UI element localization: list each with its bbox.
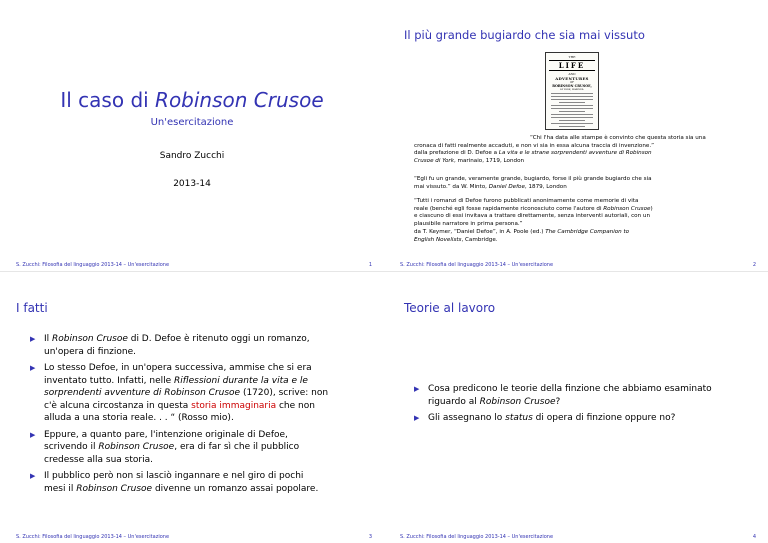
text: Eppure, a quanto pare, l'intenzione originale di Defoe, <box>44 429 288 440</box>
italic-text: Robinson Crusoe <box>98 442 175 452</box>
bullet-icon: ▶ <box>414 385 420 393</box>
title-prefix: Il caso di <box>60 88 156 112</box>
bullet-list <box>30 333 360 499</box>
italic-text: Robinson Crusoe <box>76 483 153 494</box>
cover-line: AND <box>568 72 576 76</box>
quote-line <box>414 158 744 166</box>
cover-line: OF <box>570 81 574 84</box>
quote-text: mai vissuto.” da W. Minto, <box>414 183 489 190</box>
slide-title: Il più grande bugiardo che sia mai vissuto <box>404 28 645 42</box>
quote-line <box>414 229 744 237</box>
quote-line <box>414 150 744 158</box>
quote-text: reale (benché egli fosse rapidamente riconosciuto come l'autore di <box>414 205 604 212</box>
text: un'opera di finzione. <box>44 346 136 357</box>
footer-text: S. Zucchi: Filosofia del linguaggio 2013-14 – Un'esercitazione <box>400 262 554 268</box>
slide-1 <box>0 0 384 271</box>
list-item <box>30 429 360 467</box>
bullet-icon: ▶ <box>30 430 36 439</box>
footer-text: S. Zucchi: Filosofia del linguaggio 2013-14 – Un'esercitazione <box>16 262 170 268</box>
quote-minto <box>414 176 744 191</box>
text: c'è alcuna circostanza in questa <box>44 400 192 411</box>
slide-3 <box>0 272 384 543</box>
text: alluda a una storia reale. . . “ (Rosso mio). <box>44 413 234 423</box>
slide-footer <box>16 534 372 540</box>
quote-text: , 1879, London <box>524 183 567 190</box>
bullet-list <box>414 383 749 429</box>
page-number: 2 <box>752 262 756 268</box>
text: riguardo al <box>428 396 480 407</box>
quote-line: “Tutti i romanzi di Defoe furono pubblicati anonimamente come memorie di vita <box>414 198 639 204</box>
slide-title: I fatti <box>16 301 48 315</box>
text: inventato tutto. Infatti, nelle <box>44 375 175 386</box>
list-item <box>30 333 360 358</box>
text: Il pubblico però non si lasciò ingannare e nel giro di pochi <box>44 471 304 481</box>
list-item <box>414 383 749 408</box>
text: , era di far sì che il pubblico <box>174 442 300 452</box>
slide-title: Teorie al lavoro <box>404 301 496 315</box>
title-italic: Robinson Crusoe <box>155 88 324 112</box>
cover-line: ROBINSON CRUSOE, <box>552 84 592 88</box>
text: che non <box>276 400 315 411</box>
date: 2013-14 <box>173 179 211 189</box>
quote-line: cronaca di fatti realmente accaduti, e non vi sia in essa alcuna traccia di invenzione.” <box>414 142 655 149</box>
cover-line: ADVENTURES <box>555 76 589 81</box>
quote-text: ) <box>650 205 653 212</box>
quote-text: da T. Keymer, “Daniel Defoe”, in A. Poole (ed.) <box>414 228 546 235</box>
slide-2 <box>384 0 768 271</box>
cover-text-lines <box>549 93 595 127</box>
text: divenne un romanzo assai popolare. <box>152 483 319 494</box>
text: credesse alla sua storia. <box>44 454 153 465</box>
quote-italic: The Cambridge Companion to <box>545 228 630 235</box>
slide-footer <box>16 262 372 268</box>
slide-footer <box>400 534 756 540</box>
text: mesi il <box>44 483 77 494</box>
bullet-icon: ▶ <box>414 414 420 422</box>
text: Gli assegnano lo <box>428 413 506 423</box>
quote-text: , marinaio, 1719, London <box>453 158 525 165</box>
footer-text: S. Zucchi: Filosofia del linguaggio 2013-14 – Un'esercitazione <box>400 534 554 540</box>
text: ? <box>555 396 561 407</box>
quote-keymer <box>414 198 744 244</box>
bullet-icon: ▶ <box>30 335 36 343</box>
quote-defoe <box>414 135 744 166</box>
presentation-subtitle: Un'esercitazione <box>150 117 234 128</box>
presentation-title <box>0 88 384 112</box>
cover-line: THE <box>568 55 576 59</box>
text: Cosa predicono le teorie della finzione che abbiamo esaminato <box>428 384 712 394</box>
bullet-icon: ▶ <box>30 364 36 372</box>
text: di D. Defoe è ritenuto oggi un romanzo, <box>127 334 310 344</box>
quote-line <box>414 184 744 192</box>
quote-italic: Robinson Crusoe <box>603 205 651 212</box>
italic-text: Robinson Crusoe <box>52 334 128 344</box>
text: (1720), scrive: non <box>240 388 329 398</box>
quote-line: “Egli fu un grande, veramente grande, bugiardo, forse il più grande bugiardo che sia <box>414 176 652 182</box>
highlighted-text: storia immaginaria <box>191 400 277 411</box>
quote-line: “Chi l'ha data alle stampe è convinto che questa storia sia una <box>530 135 706 141</box>
quote-italic: Daniel Defoe <box>488 183 525 190</box>
quote-line <box>414 237 744 245</box>
italic-text: Riflessioni durante la vita e le <box>174 375 308 386</box>
quote-italic: La vita e le strane sorprendenti avventure di Robinson <box>498 150 652 157</box>
list-item <box>30 362 360 425</box>
italic-text: status <box>505 413 533 423</box>
slide-4 <box>384 272 768 543</box>
list-item <box>414 412 749 425</box>
bullet-icon: ▶ <box>30 472 36 480</box>
slide-footer <box>400 262 756 268</box>
footer-text: S. Zucchi: Filosofia del linguaggio 2013-14 – Un'esercitazione <box>16 534 170 540</box>
italic-text: sorprendenti avventure di Robinson Crusoe <box>44 388 241 398</box>
cover-line: LIFE <box>549 60 595 71</box>
quote-italic: English Novelists <box>414 236 462 243</box>
text: scrivendo il <box>44 442 99 452</box>
italic-text: Robinson Crusoe <box>479 396 556 407</box>
list-item <box>30 470 360 495</box>
quote-text: dalla prefazione di D. Defoe a <box>414 150 499 157</box>
author: Sandro Zucchi <box>159 151 225 161</box>
quote-line: e ciascuno di essi invitava a trattare direttamente, senza interventi autoriali, con un <box>414 213 650 220</box>
quote-italic: Crusoe di York <box>414 158 454 165</box>
book-cover-image <box>545 52 599 130</box>
page-number: 3 <box>368 534 372 540</box>
quote-line <box>414 206 744 214</box>
quote-line: plausibile narratore in prima persona.” <box>414 221 523 228</box>
text: Il <box>44 334 53 344</box>
text: di opera di finzione oppure no? <box>532 413 676 423</box>
text: Lo stesso Defoe, in un'opera successiva, ammise che si era <box>44 363 312 373</box>
cover-line: OF YORK, MARINER: <box>559 88 585 91</box>
quote-text: , Cambridge. <box>461 236 498 243</box>
page-number: 1 <box>368 262 372 268</box>
page-number: 4 <box>752 534 756 540</box>
